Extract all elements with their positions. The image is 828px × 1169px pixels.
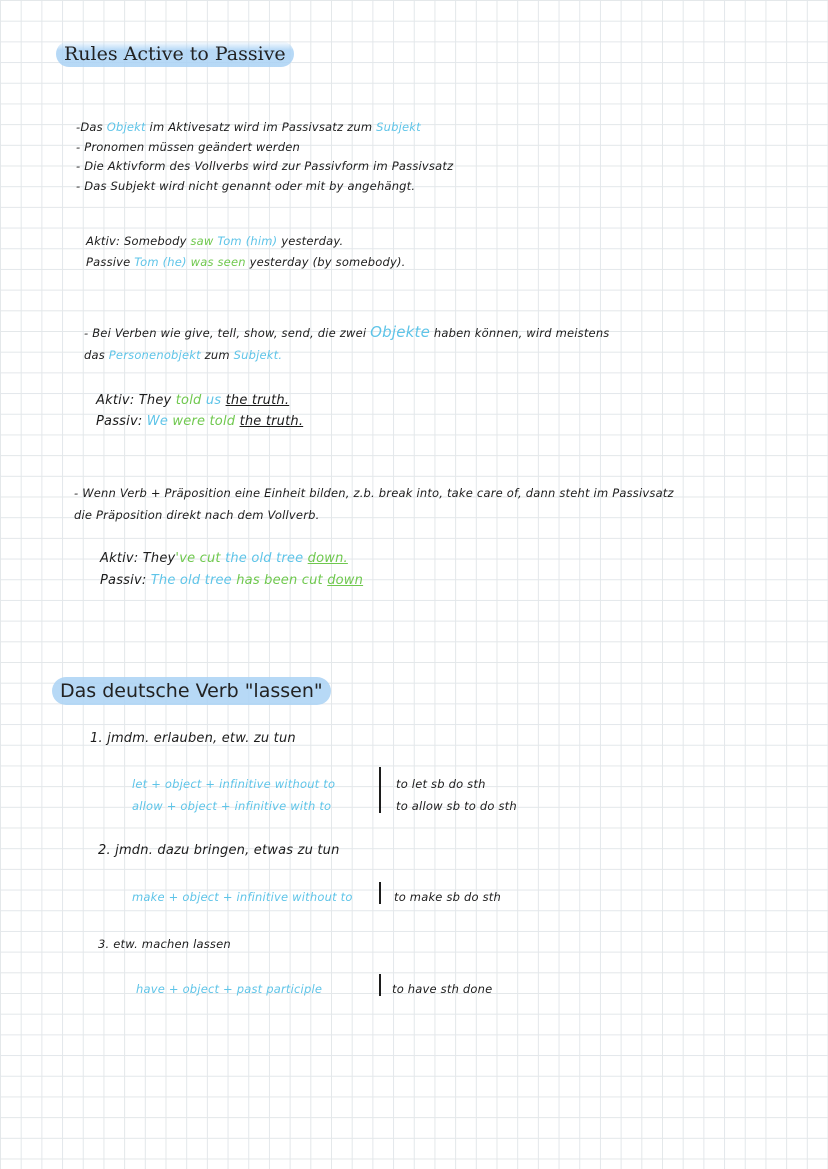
note-text: Aktiv: Somebody [86,234,191,248]
note-text: yesterday (by somebody). [245,255,406,269]
note-line [76,157,453,177]
note-text: Passiv: [100,573,151,588]
note-line [76,177,453,197]
lassen-item-1-formula-2: allow + object + infinitive with to [132,799,332,813]
note-text: das [84,348,109,362]
note-line [86,231,406,252]
note-line [100,570,363,592]
lassen-item-3-formula-1: have + object + past participle [136,982,323,996]
note-line [96,411,303,432]
rule-double-object [84,321,610,366]
note-text: Objekt [106,120,146,134]
note-text: - Das Subjekt wird nicht genannt oder mit by angehängt. [76,178,416,193]
lassen-item-3-translation-1: to have sth done [392,982,493,996]
note-text: Tom (him) [217,234,278,248]
note-text: - Wenn Verb + Präposition eine Einheit bilden, z.b. break into, take care of, dann steht im Passivsatz [74,486,674,500]
note-text: the truth. [239,414,304,429]
note-text: down [327,573,364,588]
lassen-item-1-title: 1. jmdm. erlauben, etw. zu tun [90,731,296,746]
section-heading-active-passive: Rules Active to Passive [56,41,294,67]
note-text: Subjekt. [233,348,283,362]
note-text: has been cut [236,573,323,588]
example-1 [86,231,406,273]
note-text: Passiv: [96,414,147,429]
rule-phrasal-verb [74,482,674,526]
lassen-item-1-formula-1: let + object + infinitive without to [132,777,336,791]
note-text: saw [190,234,214,248]
note-line [100,548,363,570]
example-2 [96,390,303,432]
note-text: haben können, wird meistens [430,326,610,340]
lassen-item-3-divider [379,974,381,996]
lassen-item-3-title: 3. etw. machen lassen [98,937,231,951]
note-line [86,252,406,273]
rules-list [76,118,453,196]
section-heading-lassen: Das deutsche Verb "lassen" [52,677,331,705]
note-text: the old tree [225,551,304,566]
lassen-item-2-divider [379,882,381,904]
lassen-item-1-divider [379,767,381,813]
lassen-item-2-title: 2. jmdn. dazu bringen, etwas zu tun [98,843,340,858]
note-line [76,118,453,138]
note-text: Personenobjekt [108,348,201,362]
note-text: Objekte [370,323,431,341]
note-text: - Pronomen müssen geändert werden [76,139,300,154]
note-text: - Bei Verben wie give, tell, show, send, die zwei [84,326,371,340]
note-text: was seen [190,255,246,269]
note-text: Passive [86,255,135,269]
note-text: 've cut [175,551,221,566]
note-text: told [175,393,202,408]
lassen-item-1-translation-1: to let sb do sth [396,777,486,791]
note-text: yesterday. [277,234,344,248]
note-text: die Präposition direkt nach dem Vollverb. [74,508,320,522]
note-text: us [205,393,222,408]
note-text: Aktiv: They [96,393,176,408]
note-text: Subjekt [376,120,421,134]
note-line [74,504,674,526]
note-line [96,390,303,411]
note-text: We [146,414,169,429]
note-line [84,321,610,344]
example-3 [100,548,363,592]
note-text: were told [172,414,236,429]
note-text: down. [307,551,348,566]
note-text: -Das [76,120,107,134]
note-text: the truth. [225,393,290,408]
note-text: The old tree [150,573,232,588]
note-line [74,482,674,504]
lassen-item-2-formula-1: make + object + infinitive without to [132,890,353,904]
note-text: Tom (he) [134,255,187,269]
lassen-item-1-translation-2: to allow sb to do sth [396,799,517,813]
note-text: Aktiv: They [100,551,176,566]
lassen-item-2-translation-1: to make sb do sth [394,890,501,904]
note-line [76,138,453,158]
note-text: zum [200,348,234,362]
note-text: im Aktivesatz wird im Passivsatz zum [145,120,377,134]
note-line [84,344,610,366]
note-text: - Die Aktivform des Vollverbs wird zur Passivform im Passivsatz [76,159,454,173]
